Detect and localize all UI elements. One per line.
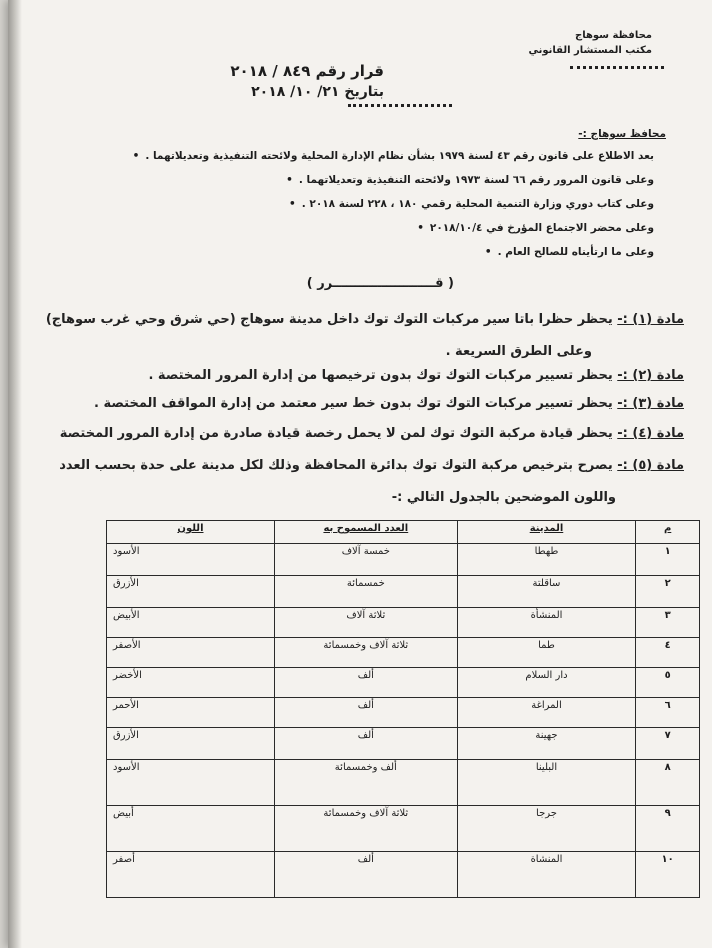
- table-row: [107, 698, 700, 728]
- article-1: [46, 312, 684, 327]
- count-cell: ثلاثة آلاف: [274, 608, 457, 638]
- article-label: مادة (٤) :-: [617, 426, 684, 441]
- city-cell: ساقلتة: [457, 576, 636, 608]
- preamble-item: وعلى ما ارتأيناه للصالح العام . •: [485, 246, 654, 258]
- color-cell: الأسود: [107, 760, 275, 806]
- color-cell: الأزرق: [107, 576, 275, 608]
- preamble-item: وعلى قانون المرور رقم ٦٦ لسنة ١٩٧٣ ولائحته التنفيذية وتعديلاتهما . •: [286, 174, 654, 186]
- row-number: ١: [636, 544, 700, 576]
- page-edge-shadow: [8, 0, 22, 948]
- column-header: العدد المسموح به: [274, 521, 457, 544]
- row-number: ٤: [636, 638, 700, 668]
- office-name: مكتب المستشار القانوني: [528, 45, 652, 56]
- preamble-item: وعلى محضر الاجتماع المؤرخ في ٢٠١٨/١٠/٤ •: [417, 222, 654, 234]
- table-row: [107, 806, 700, 852]
- count-cell: ثلاثة آلاف وخمسمائة: [274, 638, 457, 668]
- document-page: [8, 0, 712, 948]
- table-row: [107, 668, 700, 698]
- color-cell: الأبيض: [107, 608, 275, 638]
- row-number: ٧: [636, 728, 700, 760]
- article-text: يحظر حظرا باتا سير مركبات التوك توك داخل مدينة سوهاج (حي شرق وحي غرب سوهاج): [45, 312, 613, 327]
- row-number: ٩: [636, 806, 700, 852]
- article-text: يحظر تسيير مركبات التوك توك بدون ترخيصها من إدارة المرور المختصة .: [148, 368, 613, 383]
- row-number: ٢: [636, 576, 700, 608]
- article-label: مادة (٢) :-: [617, 368, 684, 383]
- city-cell: دار السلام: [457, 668, 636, 698]
- count-cell: ألف: [274, 852, 457, 898]
- table-header-row: [107, 521, 700, 544]
- article-label: مادة (١) :-: [617, 312, 684, 327]
- color-cell: أصفر: [107, 852, 275, 898]
- row-number: ١٠: [636, 852, 700, 898]
- preamble-item: وعلى كتاب دوري وزارة التنمية المحلية رقمي ١٨٠ ، ٢٢٨ لسنة ٢٠١٨ . •: [289, 198, 654, 210]
- color-cell: الأخضر: [107, 668, 275, 698]
- table-row: [107, 576, 700, 608]
- color-cell: الأزرق: [107, 728, 275, 760]
- article-3: [94, 396, 684, 411]
- color-cell: أبيض: [107, 806, 275, 852]
- article-5-continued: واللون الموضحين بالجدول التالي :-: [391, 490, 616, 505]
- table-row: [107, 852, 700, 898]
- article-label: مادة (٣) :-: [617, 396, 684, 411]
- article-text: يصرح بترخيص مركبة التوك توك بدائرة المحافظة وذلك لكل مدينة على حدة بحسب العدد: [59, 458, 613, 473]
- count-cell: ألف: [274, 668, 457, 698]
- table-row: [107, 638, 700, 668]
- row-number: ٦: [636, 698, 700, 728]
- row-number: ٨: [636, 760, 700, 806]
- license-quota-table: [106, 520, 700, 898]
- city-cell: طما: [457, 638, 636, 668]
- count-cell: خمسمائة: [274, 576, 457, 608]
- count-cell: ألف وخمسمائة: [274, 760, 457, 806]
- color-cell: الأحمر: [107, 698, 275, 728]
- article-2: [148, 368, 684, 383]
- header-dotted-rule: [570, 66, 664, 69]
- article-4: [60, 426, 684, 441]
- date-dotted-rule: [348, 104, 452, 107]
- table-row: [107, 544, 700, 576]
- article-text: يحظر تسيير مركبات التوك توك بدون خط سير معتمد من إدارة المواقف المختصة .: [94, 396, 613, 411]
- count-cell: خمسة آلاف: [274, 544, 457, 576]
- column-header: المدينة: [457, 521, 636, 544]
- city-cell: طهطا: [457, 544, 636, 576]
- color-cell: الأصفر: [107, 638, 275, 668]
- count-cell: ألف: [274, 728, 457, 760]
- column-header: اللون: [107, 521, 275, 544]
- row-number: ٥: [636, 668, 700, 698]
- table-row: [107, 608, 700, 638]
- color-cell: الأسود: [107, 544, 275, 576]
- city-cell: جهينة: [457, 728, 636, 760]
- article-1-continued: وعلى الطرق السريعة .: [445, 344, 592, 359]
- table-row: [107, 728, 700, 760]
- column-header: م: [636, 521, 700, 544]
- city-cell: المنشأة: [457, 608, 636, 638]
- count-cell: ألف: [274, 698, 457, 728]
- city-cell: جرجا: [457, 806, 636, 852]
- city-cell: البلينا: [457, 760, 636, 806]
- article-5: [59, 458, 684, 473]
- article-text: يحظر قيادة مركبة التوك توك لمن لا يحمل رخصة قيادة صادرة من إدارة المرور المختصة: [59, 426, 613, 441]
- decision-heading: ( قـــــــــــــــــــــــرر ): [306, 276, 454, 291]
- count-cell: ثلاثة آلاف وخمسمائة: [274, 806, 457, 852]
- preamble-title: محافظ سوهاج :-: [578, 128, 666, 140]
- row-number: ٣: [636, 608, 700, 638]
- city-cell: المنشاة: [457, 852, 636, 898]
- governorate-name: محافظة سوهاج: [575, 30, 652, 41]
- table-row: [107, 760, 700, 806]
- article-label: مادة (٥) :-: [617, 458, 684, 473]
- decision-date: بتاريخ ٢١/ ١٠/ ٢٠١٨: [251, 84, 384, 100]
- city-cell: المراغة: [457, 698, 636, 728]
- preamble-item: بعد الاطلاع على قانون رقم ٤٣ لسنة ١٩٧٩ بشأن نظام الإدارة المحلية ولائحته التنفيذية وتعديلاتهما . •: [133, 150, 654, 162]
- decision-number: قرار رقم ٨٤٩ / ٢٠١٨: [230, 62, 384, 80]
